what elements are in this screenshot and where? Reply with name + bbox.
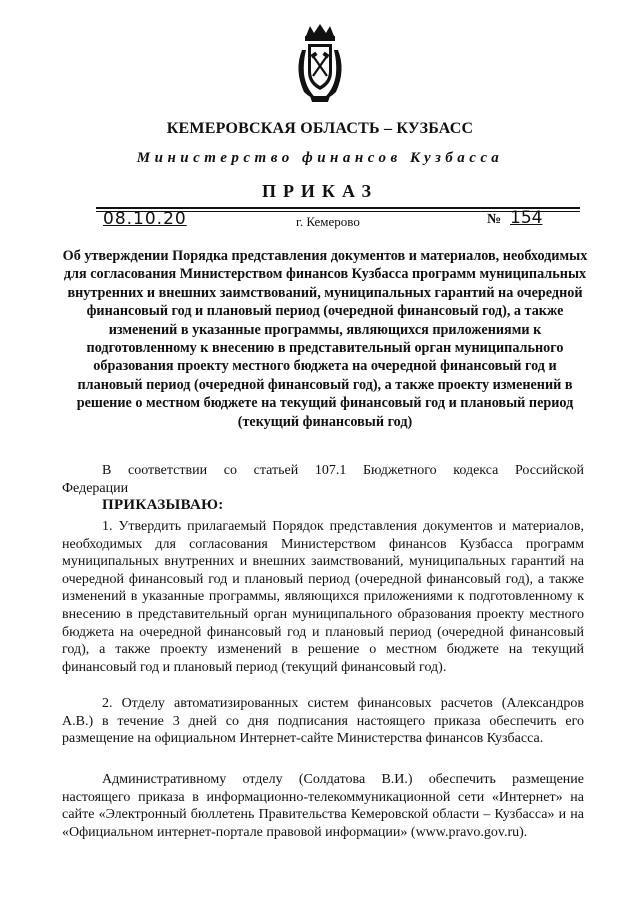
paragraph-1: 1. Утвердить прилагаемый Порядок представления документов и материалов, необходимых для согласования Министерством финансов Кузбасса программ муниципальных внутренних и внешних заимствований, муниципальных гарантий на очередной финансовый год и плановый период (очередной финансовый год), а также изменений в указанные программы, являющихся приложениями к подготовленному к внесению в представительный орган муниципального образования проекту местного бюджета на очередной финансовый год и плановый период (очередной финансовый год), а также проекту изменений в решение о местном бюджете на текущий финансовый год и плановый период (текущий финансовый год). <box>62 519 584 675</box>
document-date: 08.10.20 <box>103 209 187 229</box>
legal-basis-line-2: Федерации <box>62 481 129 496</box>
document-number-label: № <box>487 212 502 227</box>
document-city: г. Кемерово <box>296 214 360 229</box>
order-word: ПРИКАЗЫВАЮ: <box>102 497 224 513</box>
coat-of-arms-icon <box>292 22 348 104</box>
paragraph-3: Административному отделу (Солдатова В.И.) обеспечить размещение настоящего приказа в информационно-телекоммуникационной сети «Интернет» на сайте «Электронный бюллетень Правительства Кемеровской области – Кузбасса» и на «Официальном интернет-портале правовой информации» (www.pravo.gov.ru). <box>62 772 584 840</box>
legal-basis-line-1: В соответствии со статьей 107.1 Бюджетного кодекса Российской <box>102 463 584 478</box>
paragraph-2: 2. Отделу автоматизированных систем финансовых расчетов (Александров А.В.) в течение 3 дней со дня подписания настоящего приказа обеспечить его размещение на официальном Интернет-сайте Министерства финансов Кузбасса. <box>62 696 584 747</box>
document-title: Об утверждении Порядка представления документов и материалов, необходимых для согласования Министерством финансов Кузбасса программ муниципальных внутренних и внешних заимствований, муниципальных гарантий на очередной финансовый год и плановый период (очередной финансовый год), а также изменений в указанные программы, являющихся приложениями к подготовленному к внесению в представительный орган муниципального образования проекту местного бюджета на очередной финансовый год и плановый период (очередной финансовый год), а также проекту изменений в решение о местном бюджете на текущий финансовый год и плановый период (текущий финансовый год) <box>62 248 588 430</box>
document-number: 154 <box>510 208 543 228</box>
legal-basis <box>62 462 584 498</box>
region-name: КЕМЕРОВСКАЯ ОБЛАСТЬ – КУЗБАСС <box>166 120 474 137</box>
document-type: ПРИКАЗ <box>261 181 379 201</box>
ministry-name: Министерство финансов Кузбасса <box>136 150 504 166</box>
